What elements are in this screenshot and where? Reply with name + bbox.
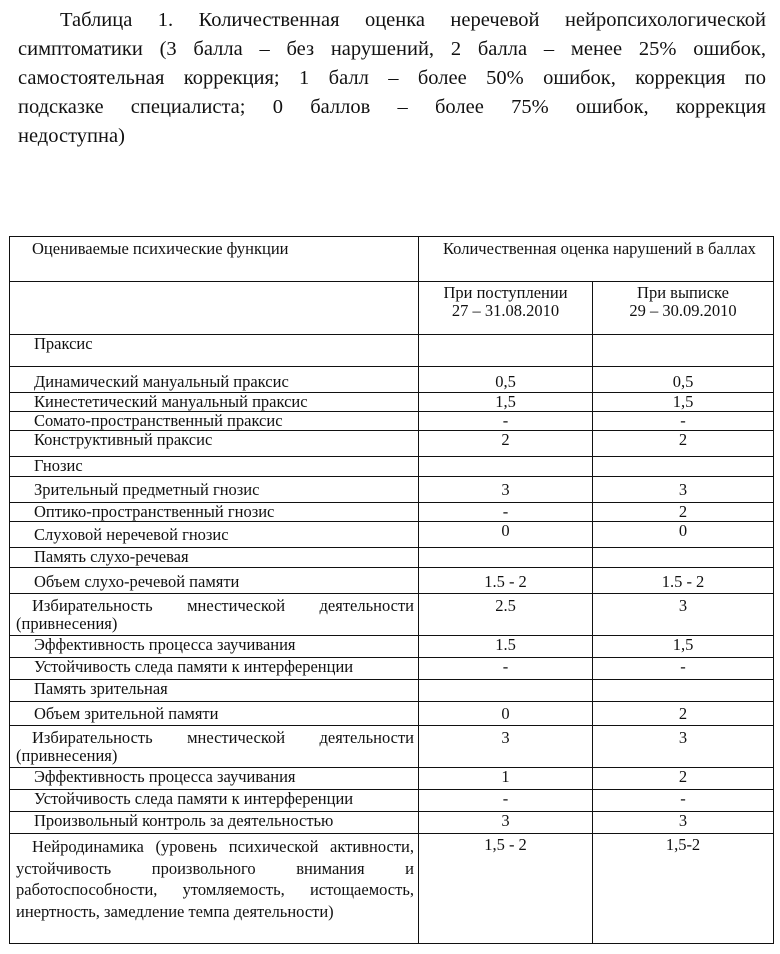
row-function: Объем слухо-речевой памяти [10, 568, 419, 594]
table-row [10, 412, 774, 431]
row-discharge-score: 3 [593, 812, 774, 834]
table-row [10, 834, 774, 944]
row-function: Гнозис [10, 457, 419, 477]
row-admission-score: 1.5 - 2 [419, 568, 593, 594]
row-discharge-score: 1,5-2 [593, 834, 774, 944]
header-assessment: Количественная оценка нарушений в баллах [419, 237, 774, 282]
table-row [10, 431, 774, 457]
row-discharge-score [593, 680, 774, 702]
table-caption [18, 6, 766, 151]
table-row [10, 790, 774, 812]
row-discharge-score: 1,5 [593, 636, 774, 658]
row-function: Слуховой неречевой гнозис [10, 522, 419, 548]
row-discharge-score [593, 457, 774, 477]
row-function: Произвольный контроль за деятельностью [10, 812, 419, 834]
row-admission-score: - [419, 790, 593, 812]
row-discharge-score: 2 [593, 702, 774, 726]
row-discharge-score: 2 [593, 768, 774, 790]
row-function: Динамический мануальный праксис [10, 367, 419, 393]
table-row [10, 768, 774, 790]
row-function: Избирательность мнестической деятельности (привнесения) [10, 594, 419, 636]
row-admission-score: 0 [419, 522, 593, 548]
row-admission-score: - [419, 503, 593, 522]
table-row [10, 636, 774, 658]
caption-line: подсказке специалиста; 0 баллов – более 75% ошибок, коррекция [18, 96, 766, 118]
caption-line: симптоматики (3 балла – без нарушений, 2 балла – менее 25% ошибок, [18, 38, 766, 60]
row-function: Объем зрительной памяти [10, 702, 419, 726]
header-functions: Оцениваемые психические функции [10, 237, 419, 282]
caption-line: недоступна) [18, 125, 125, 147]
caption-line: Таблица 1. Количественная оценка неречевой нейропсихологической [60, 9, 766, 31]
row-discharge-score: 0 [593, 522, 774, 548]
table-row [10, 812, 774, 834]
row-admission-score: 3 [419, 477, 593, 503]
row-function: Устойчивость следа памяти к интерференции [10, 658, 419, 680]
row-discharge-score: - [593, 412, 774, 431]
table-row [10, 457, 774, 477]
row-admission-score [419, 548, 593, 568]
admission-dates: 27 – 31.08.2010 [451, 301, 560, 320]
row-discharge-score: 1,5 [593, 393, 774, 412]
row-admission-score: 1.5 [419, 636, 593, 658]
row-discharge-score: 3 [593, 594, 774, 636]
row-discharge-score: 2 [593, 503, 774, 522]
row-function: Зрительный предметный гнозис [10, 477, 419, 503]
row-discharge-score: 3 [593, 477, 774, 503]
table-row [10, 477, 774, 503]
table-row [10, 568, 774, 594]
row-admission-score: 3 [419, 812, 593, 834]
table-row [10, 548, 774, 568]
row-function: Память слухо-речевая [10, 548, 419, 568]
table-row [10, 522, 774, 548]
row-admission-score: 1 [419, 768, 593, 790]
table-row [10, 658, 774, 680]
row-admission-score [419, 335, 593, 367]
row-admission-score: 2.5 [419, 594, 593, 636]
table-row [10, 680, 774, 702]
row-function: Конструктивный праксис [10, 431, 419, 457]
row-discharge-score: 1.5 - 2 [593, 568, 774, 594]
row-function: Оптико-пространственный гнозис [10, 503, 419, 522]
table-row [10, 335, 774, 367]
table-row [10, 594, 774, 636]
header-discharge [593, 282, 774, 335]
row-admission-score: 2 [419, 431, 593, 457]
admission-label: При поступлении [443, 283, 568, 302]
row-admission-score: 3 [419, 726, 593, 768]
row-discharge-score [593, 548, 774, 568]
row-discharge-score: - [593, 790, 774, 812]
row-function: Избирательность мнестической деятельности (привнесения) [10, 726, 419, 768]
row-discharge-score: 2 [593, 431, 774, 457]
row-admission-score [419, 457, 593, 477]
assessment-table [9, 236, 774, 944]
header-admission [419, 282, 593, 335]
row-admission-score [419, 680, 593, 702]
row-function: Эффективность процесса заучивания [10, 636, 419, 658]
row-discharge-score: 3 [593, 726, 774, 768]
header-blank-cell [10, 282, 419, 335]
row-admission-score: 1,5 - 2 [419, 834, 593, 944]
discharge-dates: 29 – 30.09.2010 [629, 301, 737, 320]
row-admission-score: 0 [419, 702, 593, 726]
row-discharge-score: - [593, 658, 774, 680]
row-function: Память зрительная [10, 680, 419, 702]
row-admission-score: - [419, 658, 593, 680]
row-function: Кинестетический мануальный праксис [10, 393, 419, 412]
table-row [10, 393, 774, 412]
row-discharge-score: 0,5 [593, 367, 774, 393]
table-row [10, 503, 774, 522]
row-admission-score: - [419, 412, 593, 431]
table-row [10, 702, 774, 726]
row-function: Сомато-пространственный праксис [10, 412, 419, 431]
row-admission-score: 0,5 [419, 367, 593, 393]
row-function: Нейродинамика (уровень психической активности, устойчивость произвольного внимания и работоспособности, утомляемость, истощаемость, инертность, замедление темпа деятельности) [10, 834, 419, 944]
row-admission-score: 1,5 [419, 393, 593, 412]
table-row [10, 367, 774, 393]
row-function: Устойчивость следа памяти к интерференции [10, 790, 419, 812]
row-function: Эффективность процесса заучивания [10, 768, 419, 790]
discharge-label: При выписке [637, 283, 729, 302]
caption-line: самостоятельная коррекция; 1 балл – более 50% ошибок, коррекция по [18, 67, 766, 89]
table-row [10, 726, 774, 768]
row-discharge-score [593, 335, 774, 367]
row-function: Праксис [10, 335, 419, 367]
